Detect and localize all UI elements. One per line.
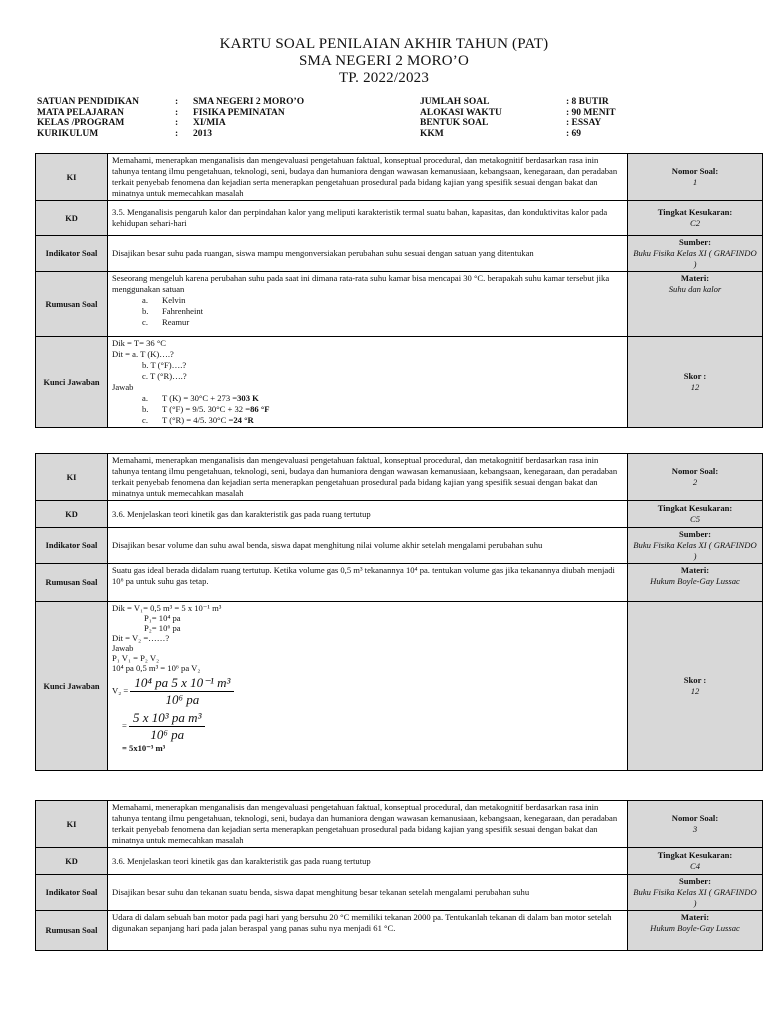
sumber-cell <box>628 236 763 272</box>
nomor-cell <box>628 154 763 201</box>
materi-label: Materi: <box>680 565 710 575</box>
option-item <box>142 306 623 317</box>
nomor-label: Nomor Soal: <box>671 166 719 176</box>
materi-value: Hukum Boyle-Gay Lussac <box>650 923 740 933</box>
meta-label: KKM <box>420 128 444 139</box>
meta-value: : 8 BUTIR <box>566 97 609 107</box>
materi-cell <box>628 911 763 951</box>
fraction <box>130 675 234 708</box>
option-key: b. <box>142 306 149 316</box>
sumber-label: Sumber: <box>679 237 711 247</box>
fraction-numerator: 5 x 10³ pa m³ <box>129 710 205 727</box>
kd-label: KD <box>36 201 108 236</box>
skor-value: 12 <box>690 382 700 392</box>
question-card-1 <box>35 153 763 428</box>
kunci-label: Kunci Jawaban <box>36 602 108 771</box>
kunci-cell <box>108 337 628 428</box>
kunci-label: Kunci Jawaban <box>36 337 108 428</box>
meta-right-labels <box>420 97 560 139</box>
tingkat-cell <box>628 848 763 875</box>
answer-result: 24 °R <box>233 415 254 425</box>
indikator-text: Disajikan besar suhu pada ruangan, siswa mampu mengonversiakan perubahan suhu sesuai dengan satuan yang ditentukan <box>108 236 628 272</box>
fraction-denominator: 10⁶ pa <box>165 692 200 707</box>
kunci-line: P₁= 10⁴ pa <box>144 613 181 623</box>
result-line: = 5x10⁻³ m³ <box>122 743 166 753</box>
answer-list <box>112 393 623 426</box>
sumber-value: Buku Fisika Kelas XI ( GRAFINDO ) <box>633 540 757 561</box>
kunci-line: P₂= 10⁶ pa <box>144 623 181 633</box>
answer-result: 86 °F <box>250 404 270 414</box>
ki-label: KI <box>36 454 108 501</box>
nomor-value: 2 <box>692 477 698 487</box>
sumber-cell <box>628 875 763 911</box>
kunci-line: Dik = T= 36 °C <box>112 338 167 348</box>
meta-label: BENTUK SOAL <box>420 118 489 128</box>
indikator-label: Indikator Soal <box>36 875 108 911</box>
kunci-line: 10⁴ pa 0,5 m³ = 10⁶ pa V₂ <box>112 663 201 673</box>
equation-lhs: = <box>122 720 127 731</box>
rumusan-cell <box>108 272 628 337</box>
sumber-value: Buku Fisika Kelas XI ( GRAFINDO ) <box>633 248 757 269</box>
ki-label: KI <box>36 801 108 848</box>
indikator-label: Indikator Soal <box>36 528 108 564</box>
meta-label: SATUAN PENDIDIKAN <box>37 97 139 107</box>
tingkat-cell <box>628 501 763 528</box>
materi-label: Materi: <box>680 912 710 922</box>
meta-value: SMA NEGERI 2 MORO’O <box>193 97 305 107</box>
kd-text: 3.5. Menganalisis pengaruh kalor dan perpindahan kalor yang meliputi karakteristik termal suatu bahan, kapasitas, dan konduktivitas kalor pada kehidupan sehari-hari <box>108 201 628 236</box>
skor-cell <box>628 337 763 428</box>
kunci-line: P₁ V₁ = P₂ V₂ <box>112 653 160 663</box>
meta-label: KELAS /PROGRAM <box>37 118 125 128</box>
skor-value: 12 <box>690 686 700 696</box>
tingkat-value: C4 <box>689 861 701 871</box>
rumusan-label: Rumusan Soal <box>36 564 108 602</box>
meta-value: : ESSAY <box>566 118 602 128</box>
nomor-label: Nomor Soal: <box>671 813 719 823</box>
option-text: Kelvin <box>162 295 186 305</box>
meta-sep: : <box>175 128 179 139</box>
fraction <box>129 710 205 743</box>
meta-left-labels <box>37 97 177 139</box>
page-title: KARTU SOAL PENILAIAN AKHIR TAHUN (PAT) <box>219 36 549 52</box>
meta-label: KURIKULUM <box>37 128 99 139</box>
tingkat-cell <box>628 201 763 236</box>
meta-value: FISIKA PEMINATAN <box>193 107 285 118</box>
option-key: c. <box>142 317 148 327</box>
meta-label: ALOKASI WAKTU <box>420 107 502 118</box>
school-name: SMA NEGERI 2 MORO’O <box>298 53 470 69</box>
nomor-value: 3 <box>692 824 698 834</box>
indikator-text: Disajikan besar suhu dan tekanan suatu benda, siswa dapat menghitung besar tekanan setelah mengalami perubahan suhu <box>108 875 628 911</box>
answer-key: a. <box>142 393 148 403</box>
materi-value: Suhu dan kalor <box>668 284 722 294</box>
sumber-label: Sumber: <box>679 529 711 539</box>
nomor-cell <box>628 801 763 848</box>
equation-2 <box>112 710 623 743</box>
sumber-cell <box>628 528 763 564</box>
fraction-denominator: 10⁶ pa <box>150 727 185 742</box>
rumusan-text: Udara di dalam sebuah ban motor pada pagi hari yang bersuhu 20 °C memiliki tekanan 2000 pa. Tentukanlah tekanan di dalam ban motor setelah digunakan sepanjang hari pada jalan beraspal yang panas suhu nya menjadi 61 °C. <box>108 911 628 951</box>
meta-left-seps <box>175 97 187 139</box>
answer-item <box>142 393 623 404</box>
meta-value: : 90 MENIT <box>566 107 616 118</box>
meta-value: XI/MIA <box>193 118 226 128</box>
skor-cell <box>628 602 763 771</box>
tingkat-label: Tingkat Kesukaran: <box>657 850 733 860</box>
kunci-line: Dik = V₁= 0,5 m³ = 5 x 10⁻¹ m³ <box>112 603 222 613</box>
kd-text: 3.6. Menjelaskan teori kinetik gas dan karakteristik gas pada ruang tertutup <box>108 848 628 875</box>
answer-text: T (°F) = 9/5. 30°C + 32 = <box>162 404 251 414</box>
option-item <box>142 317 623 328</box>
kunci-line: c. T (°R)….? <box>142 371 187 381</box>
meta-label: JUMLAH SOAL <box>420 97 490 107</box>
answer-key: b. <box>142 404 149 414</box>
nomor-cell <box>628 454 763 501</box>
option-item <box>142 295 623 306</box>
materi-label: Materi: <box>680 273 710 283</box>
nomor-value: 1 <box>692 177 698 187</box>
kunci-line: Jawab <box>112 643 134 653</box>
skor-label: Skor : <box>683 675 707 685</box>
materi-value: Hukum Boyle-Gay Lussac <box>650 576 740 586</box>
kd-text: 3.6. Menjelaskan teori kinetik gas dan karakteristik gas pada ruang tertutup <box>108 501 628 528</box>
tingkat-label: Tingkat Kesukaran: <box>657 503 733 513</box>
kunci-line: Dit = V₂ =……? <box>112 633 170 643</box>
answer-item <box>142 404 623 415</box>
tingkat-value: C2 <box>689 218 701 228</box>
tingkat-label: Tingkat Kesukaran: <box>657 207 733 217</box>
answer-item <box>142 415 623 426</box>
nomor-label: Nomor Soal: <box>671 466 719 476</box>
meta-sep: : <box>175 118 179 128</box>
rumusan-options <box>112 295 623 328</box>
materi-cell <box>628 564 763 602</box>
sumber-label: Sumber: <box>679 876 711 886</box>
rumusan-text: Suatu gas ideal berada didalam ruang tertutup. Ketika volume gas 0,5 m³ tekanannya 10⁴ pa. tentukan volume gas jika tekanannya diubah menjadi 10⁶ pa untuk suhu gas tetap. <box>108 564 628 602</box>
sumber-value: Buku Fisika Kelas XI ( GRAFINDO ) <box>633 887 757 908</box>
option-key: a. <box>142 295 148 305</box>
kunci-line: Jawab <box>112 382 134 392</box>
kd-label: KD <box>36 501 108 528</box>
meta-label: MATA PELAJARAN <box>37 107 124 118</box>
answer-result: 303 K <box>237 393 259 403</box>
meta-sep: : <box>175 107 179 118</box>
meta-sep: : <box>175 97 179 107</box>
indikator-text: Disajikan besar volume dan suhu awal benda, siswa dapat menghitung nilai volume akhir setelah mengalami perubahan suhu <box>108 528 628 564</box>
tingkat-value: C5 <box>689 514 701 524</box>
meta-left-values <box>193 97 393 139</box>
ki-text: Memahami, menerapkan menganalisis dan mengevaluasi pengetahuan faktual, konseptual procedural, dan metakognitif berdasarkan rasa inin tahunya tentang ilmu pengetahuan, teknologi, seni, budaya dan humaniora dengan wawasan kemanusiaan, kebangsaan, kenegaraan, dan peradaban terkait penyebab fenomena dan kejadian serta menerapkan pengetahuan prosedural pada bidang kajian yang spesifik sesuai dengan bakat dan minatnya untuk memecahkan masalah <box>108 801 628 848</box>
rumusan-label: Rumusan Soal <box>36 911 108 951</box>
equation-1 <box>112 675 623 708</box>
skor-label: Skor : <box>683 371 707 381</box>
answer-text: T (°R) = 4/5. 30°C = <box>162 415 234 425</box>
answer-text: T (K) = 30°C + 273 = <box>162 393 238 403</box>
kunci-line: b. T (°F)….? <box>142 360 187 370</box>
answer-key: c. <box>142 415 148 425</box>
option-text: Fahrenheint <box>162 306 204 316</box>
ki-label: KI <box>36 154 108 201</box>
equation-lhs: V₂ = <box>112 685 129 696</box>
meta-value: : 69 <box>566 128 582 139</box>
indikator-label: Indikator Soal <box>36 236 108 272</box>
ki-text: Memahami, menerapkan menganalisis dan mengevaluasi pengetahuan faktual, konseptual procedural, dan metakognitif berdasarkan rasa inin tahunya tentang ilmu pengetahuan, teknologi, seni, budaya dan humaniora dengan wawasan kemanusiaan, kebangsaan, kenegaraan, dan peradaban terkait penyebab fenomena dan kejadian serta menerapkan pengetahuan prosedural pada bidang kajian yang spesifik sesuai dengan bakat dan minatnya untuk memecahkan masalah <box>108 154 628 201</box>
materi-cell <box>628 272 763 337</box>
option-text: Reamur <box>162 317 190 327</box>
ki-text: Memahami, menerapkan menganalisis dan mengevaluasi pengetahuan faktual, konseptual procedural, dan metakognitif berdasarkan rasa inin tahunya tentang ilmu pengetahuan, teknologi, seni, budaya dan humaniora dengan wawasan kemanusiaan, kebangsaan, kenegaraan, dan peradaban terkait penyebab fenomena dan kejadian serta menerapkan pengetahuan prosedural pada bidang kajian yang spesifik sesuai dengan bakat dan minatnya untuk memecahkan masalah <box>108 454 628 501</box>
fraction-numerator: 10⁴ pa 5 x 10⁻¹ m³ <box>130 675 234 692</box>
question-card-2 <box>35 453 763 771</box>
school-year: TP. 2022/2023 <box>338 70 430 86</box>
kd-label: KD <box>36 848 108 875</box>
rumusan-text: Seseorang mengeluh karena perubahan suhu pada saat ini dimana rata-rata suhu kamar bisa mencapai 30 °C. berapakah suhu kamar tersebut jika menggunakan satuan <box>112 273 610 294</box>
kunci-cell <box>108 602 628 771</box>
kunci-line: Dit = a. T (K)….? <box>112 349 174 359</box>
question-card-3 <box>35 800 763 951</box>
rumusan-label: Rumusan Soal <box>36 272 108 337</box>
meta-value: 2013 <box>193 128 212 139</box>
meta-right-values <box>566 97 686 139</box>
